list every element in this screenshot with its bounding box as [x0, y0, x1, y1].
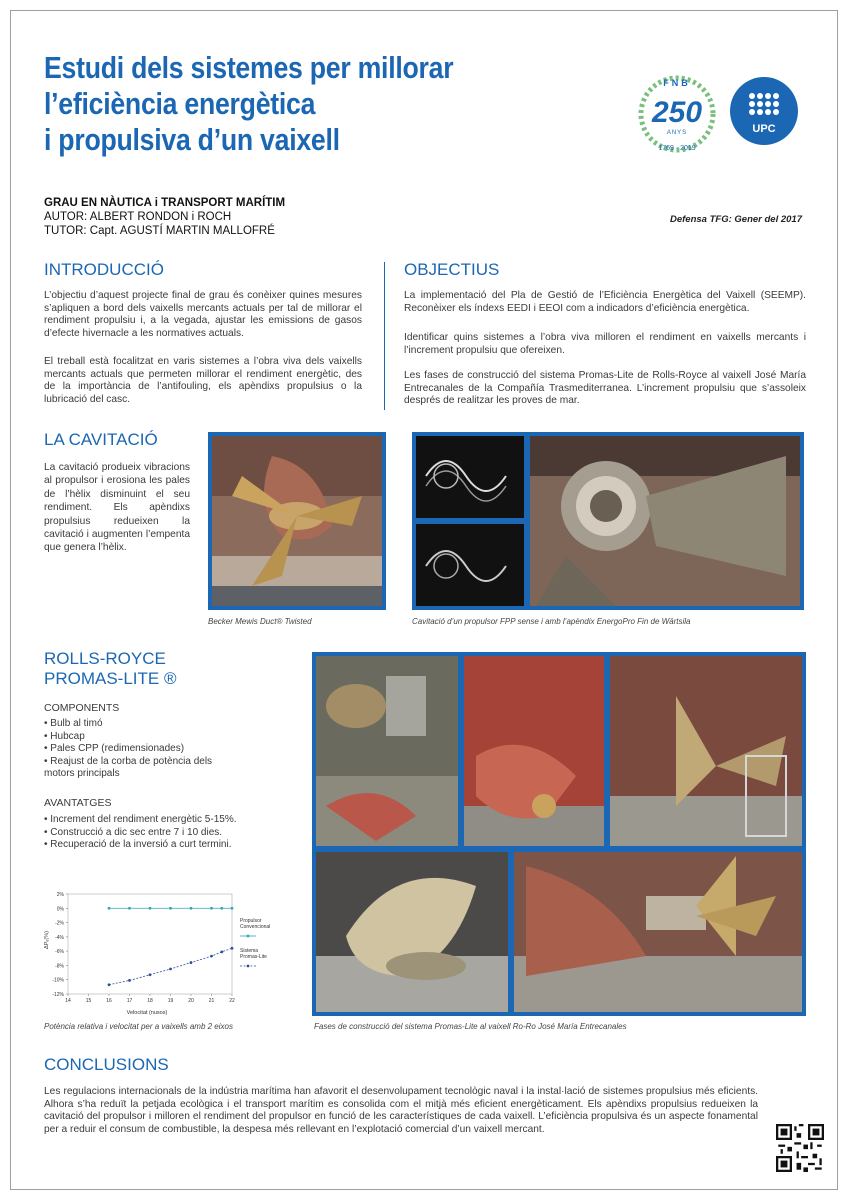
fnb-250-logo	[641, 78, 713, 152]
tutor-name: TUTOR: Capt. AGUSTÍ MARTIN MALLOFRÉ	[44, 225, 275, 237]
x-tick-label: 14	[65, 998, 71, 1004]
list-item: • Hubcap	[44, 731, 244, 744]
conclusions-heading: CONCLUSIONS	[44, 1055, 169, 1074]
becker-caption: Becker Mewis Duct® Twisted	[208, 617, 312, 626]
author-info	[44, 196, 285, 238]
y-tick-label: -4%	[55, 934, 64, 941]
x-tick-label: 22	[229, 998, 235, 1004]
upc-label: UPC	[752, 123, 776, 135]
legend-swatch-point	[247, 965, 250, 968]
introduccio-paragraph-1: L’objectiu d’aquest projecte final de grau és conèixer quines mesures s’apliquen a bord dels vaixells mercants actuals per tal de millorar el rendiment propulsiu i, a la vegada, ajustar les emissions de gasos d’efecte hivernacle a les normatives actuals.	[44, 290, 362, 339]
promas-heading-line-2: PROMAS-LITE ®	[44, 669, 177, 688]
legend-label: Promas-Lite	[240, 954, 267, 960]
x-tick-label: 19	[167, 998, 174, 1004]
photo-promas-construction	[312, 652, 806, 1016]
y-tick-label: -6%	[55, 949, 64, 956]
avantatges-label: AVANTATGES	[44, 797, 112, 809]
list-item: • Construcció a dic sec entre 7 i 10 dies.	[44, 827, 284, 840]
fnb-years: 1769 · 2019	[658, 145, 696, 152]
photo-becker-mewis-duct	[208, 432, 386, 610]
components-list	[44, 718, 244, 781]
list-item: • Pales CPP (redimensionades)	[44, 743, 244, 756]
y-tick-label: -2%	[55, 920, 64, 927]
title-line: i propulsiva d’un vaixell	[44, 122, 340, 157]
series-point	[220, 950, 223, 953]
list-item: • Reajust de la corba de potència dels motors principals	[44, 756, 244, 781]
introduccio-heading: INTRODUCCIÓ	[44, 260, 164, 279]
list-item: • Recuperació de la inversió a curt termini.	[44, 839, 284, 852]
conclusions-text: Les regulacions internacionals de la indústria marítima han afavorit el desenvolupament tecnològic naval i la instal·lació de sistemes propulsius més eficients. Alhora s’ha reduït la petjada ecològica i el transport marítim es consolida com el mitjà més eficient energèticament. Els apèndixs propulsius redueixen la cavitació del propulsor i milloren el rendiment del propulsor en funció de les característiques de cada vaixell. L’eficiència propulsiva és un aspecte fonamental per a reduir el consum de combustible, la despesa més rellevant en l’explotació comercial d’un vaixell mercant.	[44, 1086, 758, 1135]
photo-cavitation-group	[412, 432, 804, 610]
title-line: Estudi dels sistemes per millorar	[44, 50, 454, 85]
components-label: COMPONENTS	[44, 702, 120, 714]
y-tick-label: -8%	[55, 963, 64, 970]
list-item: • Bulb al timó	[44, 718, 244, 731]
series-point	[128, 907, 131, 910]
chart-ylabel: ΔPₑ(%)	[44, 931, 50, 949]
series-point	[128, 979, 131, 982]
power-speed-chart	[42, 886, 292, 1016]
x-tick-label: 17	[126, 998, 133, 1004]
fnb-label: FNB	[663, 78, 691, 88]
series-point	[169, 968, 172, 971]
x-tick-label: 21	[208, 998, 215, 1004]
series-point	[231, 947, 234, 950]
legend-label: Convencional	[240, 924, 271, 930]
series-point	[108, 907, 111, 910]
series-point	[149, 973, 152, 976]
fnb-anys: ANYS	[666, 130, 688, 136]
fnb-number: 250	[651, 96, 703, 129]
x-tick-label: 16	[106, 998, 112, 1004]
legend-label: Sistema	[240, 948, 259, 954]
series-point	[210, 955, 213, 958]
series-point	[149, 907, 152, 910]
x-tick-label: 20	[188, 998, 194, 1004]
cavitacio-heading: LA CAVITACIÓ	[44, 430, 158, 449]
chart-legend	[240, 918, 270, 967]
objectius-paragraph-1: La implementació del Pla de Gestió de l’Eficiència Energètica del Vaixell (SEEMP). Reconèixer els índexs EEDI i EEOI com a indicadors d’eficiència energètica.	[404, 290, 806, 314]
legend-label: Propulsor	[240, 918, 262, 924]
construction-caption: Fases de construcció del sistema Promas-Lite al vaixell Ro-Ro José María Entrecanales	[314, 1022, 627, 1031]
y-tick-label: 0%	[56, 906, 64, 913]
promas-heading-line-1: ROLLS-ROYCE	[44, 649, 166, 668]
x-tick-label: 18	[147, 998, 153, 1004]
defense-date: Defensa TFG: Gener del 2017	[670, 214, 802, 225]
legend-swatch-point	[247, 935, 250, 938]
objectius-paragraph-3: Les fases de construcció del sistema Promas-Lite de Rolls-Royce al vaixell José María Entrecanales de la Compañía Trasmediterranea. L’increment propulsiu que s’assoleix després de realitzar les proves de mar.	[404, 370, 806, 407]
y-tick-label: -12%	[52, 992, 64, 998]
list-item: • Increment del rendiment energètic 5-15%.	[44, 814, 284, 827]
series-line	[109, 948, 232, 984]
x-tick-label: 15	[85, 998, 92, 1004]
y-tick-label: -10%	[52, 977, 64, 984]
cavitacio-text: La cavitació produeix vibracions al propulsor i erosiona les pales de l’hèlix disminuint el seu rendiment. Els apèndixs propulsius redueixen la cavitació i augmenten l’empenta que genera l’hèlix.	[44, 462, 190, 554]
objectius-paragraph-2: Identificar quins sistemes a l’obra viva milloren el rendiment en vaixells mercants i l’increment propulsiu que ofereixen.	[404, 332, 806, 356]
chart-caption: Potència relativa i velocitat per a vaixells amb 2 eixos	[44, 1022, 233, 1031]
series-point	[220, 907, 223, 910]
promas-heading	[44, 649, 177, 689]
chart-series	[108, 907, 234, 986]
avantatges-list	[44, 814, 284, 852]
series-point	[169, 907, 172, 910]
title-line: l’eficiència energètica	[44, 86, 316, 121]
author-name: AUTOR: ALBERT RONDON i ROCH	[44, 211, 232, 223]
qr-code	[776, 1124, 824, 1172]
cavitation-caption: Cavitació d’un propulsor FPP sense i amb l’apèndix EnergoPro Fin de Wärtsila	[412, 617, 691, 626]
y-tick-label: 2%	[56, 892, 64, 898]
series-point	[190, 907, 193, 910]
upc-logo	[730, 77, 798, 145]
logos	[634, 72, 809, 162]
introduccio-paragraph-2: El treball està focalitzat en varis sistemes a l’obra viva dels vaixells mercants actuals que permeten millorar el rendiment energètic, des de la importància de l’antifouling, els apèndixs propulsius o la lubricació del casc.	[44, 356, 362, 405]
section-divider	[384, 262, 385, 410]
chart-ticks	[52, 892, 235, 1004]
poster-title	[44, 50, 491, 158]
degree-name: GRAU EN NÀUTICA i TRANSPORT MARÍTIM	[44, 197, 286, 209]
series-point	[190, 961, 193, 964]
chart-xlabel: Velocitat (nusos)	[126, 1010, 168, 1016]
series-point	[108, 983, 111, 986]
objectius-heading: OBJECTIUS	[404, 260, 500, 279]
series-point	[210, 907, 213, 910]
series-point	[231, 907, 234, 910]
